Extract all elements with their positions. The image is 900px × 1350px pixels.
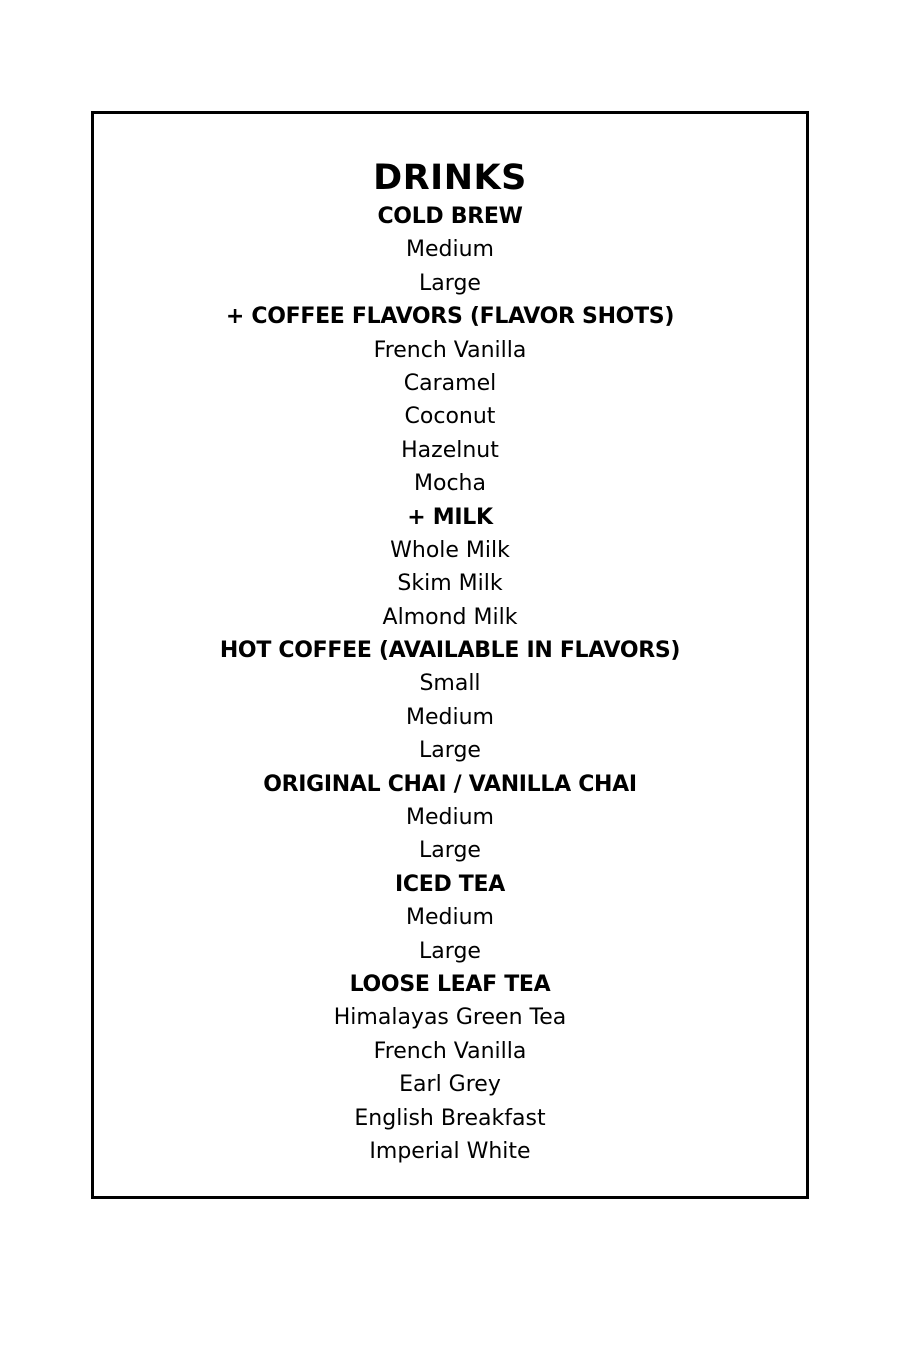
section-heading: HOT COFFEE (AVAILABLE IN FLAVORS) — [219, 638, 681, 664]
menu-item: Himalayas Green Tea — [333, 1005, 567, 1031]
menu-item: Large — [419, 738, 481, 764]
menu-item: Medium — [406, 905, 494, 931]
menu-item: Large — [419, 838, 481, 864]
menu-item: French Vanilla — [373, 1038, 527, 1064]
section-heading: LOOSE LEAF TEA — [349, 971, 551, 997]
menu-item: Almond Milk — [382, 604, 518, 630]
section-heading: + MILK — [407, 504, 493, 530]
menu-item: Earl Grey — [399, 1072, 501, 1098]
menu-item: Skim Milk — [397, 571, 503, 597]
section-heading: ICED TEA — [395, 871, 505, 897]
menu-item: Medium — [406, 237, 494, 263]
menu-item: Imperial White — [369, 1138, 531, 1164]
section-heading: COLD BREW — [377, 204, 523, 229]
menu-frame — [91, 111, 809, 1199]
menu-item: Coconut — [404, 404, 496, 430]
section-heading: ORIGINAL CHAI / VANILLA CHAI — [263, 771, 637, 797]
menu-item: French Vanilla — [373, 337, 527, 363]
menu-item: Medium — [406, 805, 494, 831]
menu-item: English Breakfast — [354, 1105, 546, 1131]
menu-item: Caramel — [403, 370, 497, 396]
menu-item: Large — [419, 270, 481, 296]
menu-item: Mocha — [414, 471, 486, 497]
menu-item: Large — [419, 938, 481, 964]
menu-item: Medium — [406, 704, 494, 730]
menu-item: Whole Milk — [390, 537, 510, 563]
menu-item: Hazelnut — [401, 437, 499, 463]
menu-content — [94, 156, 806, 1168]
menu-title: DRINKS — [373, 158, 527, 198]
section-heading: + COFFEE FLAVORS (FLAVOR SHOTS) — [225, 304, 675, 330]
menu-item: Small — [419, 671, 481, 697]
menu-list — [94, 200, 806, 1168]
